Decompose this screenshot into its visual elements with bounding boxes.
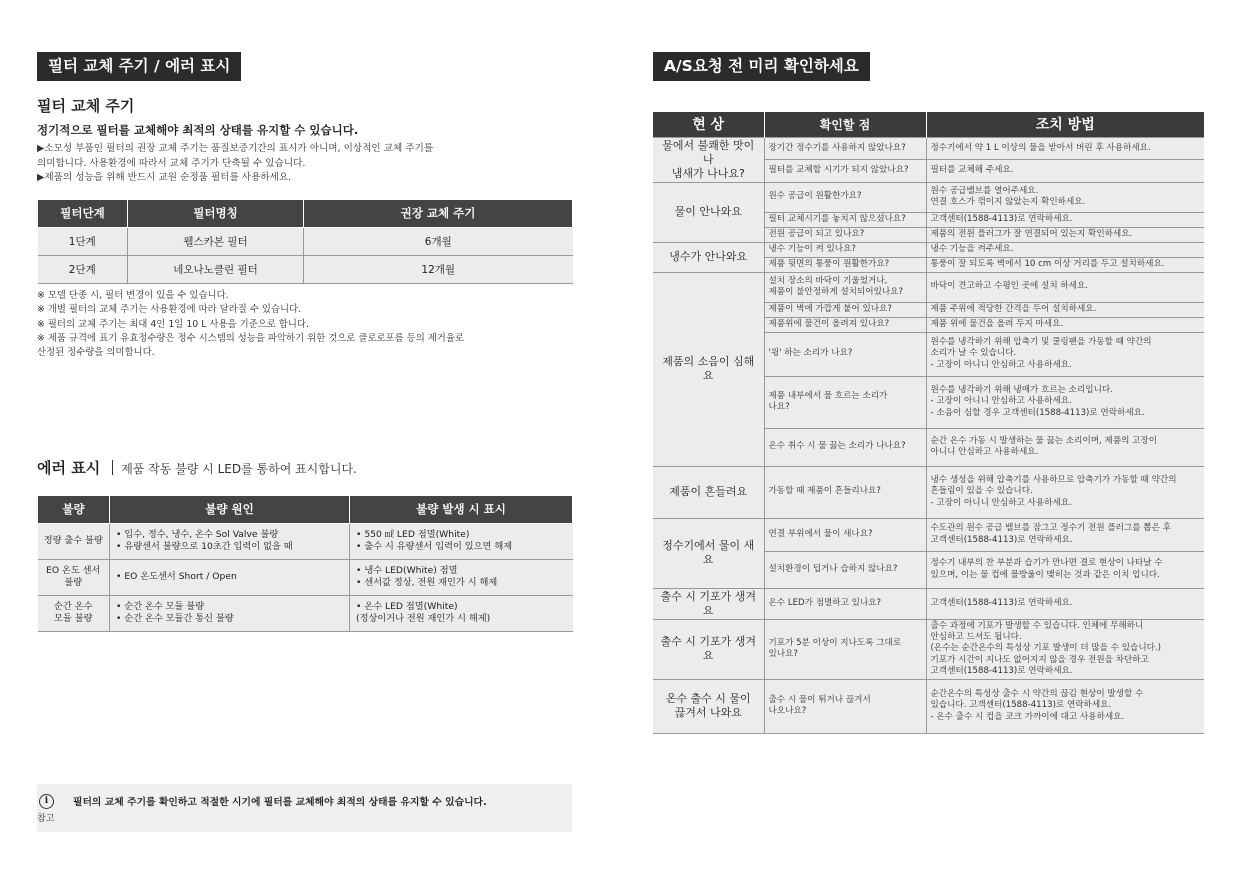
as-table (653, 112, 1204, 734)
table-cell: • 550 ㎖ LED 점멸(White) • 출수 시 유량센서 입력이 있으면 해제 (350, 523, 573, 559)
table-row (653, 272, 1204, 302)
symptom-cell: 출수 시 기포가 생겨요 (653, 619, 764, 679)
error-title: 에러 표시 (37, 459, 101, 477)
table-row (653, 518, 1204, 551)
table-cell: • 온수 LED 점멸(White) (정상이거나 전원 재인가 시 해제) (350, 595, 573, 631)
action-cell: 정수기에서 약 1 L 이상의 물을 받아서 버린 후 사용하세요. (926, 137, 1204, 160)
action-cell: 고객센터(1588-4113)로 연락하세요. (926, 588, 1204, 619)
filter-notes: ※ 모델 단종 시, 필터 변경이 있을 수 있습니다. ※ 개별 필터의 교체 주기는 사용환경에 따라 달라질 수 있습니다. ※ 필터의 교체 주기는 최대 4인 1일 10 L 사용을 기준으로 합니다. ※ 제품 규격에 표기 유효정수량은 정수 시스템의 성능을 파악하기 위한 것으로 클로로포름 등의 제거율로 산정된 정수량을 의미합니다. (37, 290, 464, 359)
action-cell: 고객센터(1588-4113)로 연락하세요. (926, 212, 1204, 227)
col-header: 불량 원인 (110, 496, 350, 523)
check-cell: 장기간 정수기를 사용하지 않았나요? (764, 137, 926, 160)
filter-heading: 필터 교체 주기 (37, 97, 135, 115)
table-cell: 6개월 (304, 227, 573, 255)
table-cell: • EO 온도센서 Short / Open (110, 559, 350, 595)
action-cell: 제품의 전원 플러그가 잘 연결되어 있는지 확인하세요. (926, 227, 1204, 242)
check-cell: 설치환경이 덥거나 습하지 않나요? (764, 551, 926, 588)
table-cell: 정량 출수 불량 (38, 523, 110, 559)
table-cell: 웰스카본 필터 (128, 227, 304, 255)
table-row (653, 466, 1204, 518)
check-cell: 출수 시 물이 튀거나 끊겨서 나오나요? (764, 679, 926, 733)
check-cell: 제품위에 물건이 올려져 있나요? (764, 317, 926, 332)
symptom-cell: 제품의 소음이 심해요 (653, 272, 764, 466)
table-cell: 1단계 (38, 227, 128, 255)
check-cell: 필터 교체시기를 놓치지 않으셨나요? (764, 212, 926, 227)
table-cell: • 냉수 LED(White) 점멸 • 센서값 정상, 전원 재인가 시 해제 (350, 559, 573, 595)
symptom-cell: 물에서 불쾌한 맛이나 냄새가 나나요? (653, 137, 764, 182)
check-cell: 제품이 벽에 가깝게 붙어 있나요? (764, 302, 926, 317)
action-cell: 통풍이 잘 되도록 벽에서 10 cm 이상 거리를 두고 설치하세요. (926, 257, 1204, 272)
check-cell: 냉수 기능이 켜 있나요? (764, 242, 926, 257)
action-cell: 제품 위에 물건을 올려 두지 마세요. (926, 317, 1204, 332)
error-desc: 제품 작동 불량 시 LED를 통하여 표시합니다. (121, 462, 357, 476)
symptom-cell: 물이 안나와요 (653, 182, 764, 242)
action-cell: 원수를 냉각하기 위해 압축기 및 쿨링팬을 가동할 때 약간의 소리가 날 수 있습니다. - 고장이 아니니 안심하고 사용하세요. (926, 332, 1204, 376)
table-row (38, 227, 573, 255)
divider (112, 460, 113, 475)
info-text: 필터의 교체 주기를 확인하고 적절한 시기에 필터를 교체해야 최적의 상태를 유지할 수 있습니다. (73, 797, 487, 808)
table-cell: 2단계 (38, 255, 128, 283)
action-cell: 원수를 냉각하기 위해 냉매가 흐르는 소리입니다. - 고장이 아니니 안심하고 사용하세요. - 소음이 심할 경우 고객센터(1588-4113)로 연락하세요. (926, 376, 1204, 428)
table-row (653, 242, 1204, 257)
action-cell: 원수 공급밸브를 열어주세요. 연결 호스가 꺾이지 않았는지 확인하세요. (926, 182, 1204, 212)
symptom-cell: 정수기에서 물이 새요 (653, 518, 764, 588)
check-cell: 전원 공급이 되고 있나요? (764, 227, 926, 242)
check-cell: 설치 장소의 바닥이 기울었거나, 제품이 불안정하게 설치되어있나요? (764, 272, 926, 302)
action-cell: 냉수 생성을 위해 압축기를 사용하므로 압축기가 가동할 때 약간의 흔들림이 있을 수 있습니다. - 고장이 아니니 안심하고 사용하세요. (926, 466, 1204, 518)
check-cell: 제품 뒷면의 통풍이 원활한가요? (764, 257, 926, 272)
error-table (37, 496, 573, 632)
info-circle-icon: i (39, 794, 54, 809)
section-title: 필터 교체 주기 / 에러 표시 (37, 52, 241, 81)
action-cell: 정수기 내부의 찬 부분과 습기가 만나면 결로 현상이 나타날 수 있으며, 이는 물 컵에 물방울이 맺히는 것과 같은 이치 입니다. (926, 551, 1204, 588)
symptom-cell: 제품이 흔들려요 (653, 466, 764, 518)
action-cell: 출수 과정에 기포가 발생할 수 있습니다. 인체에 무해하니 안심하고 드셔도 됩니다. (온수는 순간온수의 특성상 기포 발생이 더 많을 수 있습니다.) 기포가 시간이 지나도 없어지지 않을 경우 전원을 차단하고 고객센터(1588-4113)로 연락하세요. (926, 619, 1204, 679)
info-note (37, 784, 572, 832)
table-cell: 순간 온수 모듈 불량 (38, 595, 110, 631)
check-cell: '윙' 하는 소리가 나요? (764, 332, 926, 376)
table-row (653, 679, 1204, 733)
col-header: 불량 발생 시 표시 (350, 496, 573, 523)
action-cell: 냉수 기능을 켜주세요. (926, 242, 1204, 257)
table-cell: 12개월 (304, 255, 573, 283)
check-cell: 가동할 때 제품이 흔들리나요? (764, 466, 926, 518)
table-row (653, 182, 1204, 212)
col-header: 불량 (38, 496, 110, 523)
check-cell: 기포가 5분 이상이 지나도록 그대로 있나요? (764, 619, 926, 679)
check-cell: 필터를 교체할 시기가 되지 않았나요? (764, 160, 926, 183)
section-title: A/S요청 전 미리 확인하세요 (653, 52, 870, 81)
info-tag: 참고 (37, 814, 55, 824)
col-header: 필터단계 (38, 200, 128, 227)
col-header: 권장 교체 주기 (304, 200, 573, 227)
table-cell: 네오나노클린 필터 (128, 255, 304, 283)
action-cell: 제품 주위에 적당한 간격을 두어 설치하세요. (926, 302, 1204, 317)
filter-body: ▶소모성 부품인 필터의 권장 교체 주기는 품질보증기간의 표시가 아니며, 이상적인 교체 주기를 의미합니다. 사용환경에 따라서 교체 주기가 단축될 수 있습니다. ▶제품의 성능을 위해 반드시 교원 순정품 필터를 사용하세요. (37, 143, 434, 184)
col-header: 현 상 (653, 112, 764, 137)
action-cell: 바닥이 견고하고 수평인 곳에 설치 하세요. (926, 272, 1204, 302)
action-cell: 수도관의 원수 공급 밸브를 잠그고 정수기 전원 플러그를 뽑은 후 고객센터(1588-4113)로 연락하세요. (926, 518, 1204, 551)
check-cell: 제품 내부에서 물 흐르는 소리가 나요? (764, 376, 926, 428)
right-page (620, 0, 1239, 879)
table-row (38, 595, 573, 631)
table-row (38, 523, 573, 559)
check-cell: 원수 공급이 원활한가요? (764, 182, 926, 212)
table-cell: EO 온도 센서 불량 (38, 559, 110, 595)
action-cell: 필터를 교체해 주세요. (926, 160, 1204, 183)
as-table-body (653, 137, 1204, 733)
table-row (38, 255, 573, 283)
error-title-row (37, 457, 357, 478)
table-row (653, 619, 1204, 679)
symptom-cell: 냉수가 안나와요 (653, 242, 764, 272)
table-row (38, 559, 573, 595)
action-cell: 순간온수의 특성상 출수 시 약간의 끊김 현상이 발생할 수 있습니다. 고객센터(1588-4113)로 연락하세요. - 온수 출수 시 컵을 코크 가까이에 대고 사용하세요. (926, 679, 1204, 733)
table-cell: • 순간 온수 모듈 불량 • 순간 온수 모듈간 통신 불량 (110, 595, 350, 631)
filter-lead: 정기적으로 필터를 교체해야 최적의 상태를 유지할 수 있습니다. (37, 123, 359, 137)
filter-table (37, 200, 573, 284)
col-header: 필터명칭 (128, 200, 304, 227)
check-cell: 온수 LED가 점멸하고 있나요? (764, 588, 926, 619)
col-header: 조치 방법 (926, 112, 1204, 137)
table-cell: • 입수, 정수, 냉수, 온수 Sol Valve 불량 • 유량센서 불량으로 10초간 입력이 없을 때 (110, 523, 350, 559)
table-row (653, 588, 1204, 619)
check-cell: 연결 부위에서 물이 새나요? (764, 518, 926, 551)
action-cell: 순간 온수 가동 시 발생하는 물 끓는 소리이며, 제품의 고장이 아니니 안심하고 사용하세요. (926, 428, 1204, 466)
symptom-cell: 출수 시 기포가 생겨요 (653, 588, 764, 619)
symptom-cell: 온수 출수 시 물이 끊겨서 나와요 (653, 679, 764, 733)
table-row (653, 137, 1204, 160)
col-header: 확인할 점 (764, 112, 926, 137)
check-cell: 온수 취수 시 물 끓는 소리가 나나요? (764, 428, 926, 466)
